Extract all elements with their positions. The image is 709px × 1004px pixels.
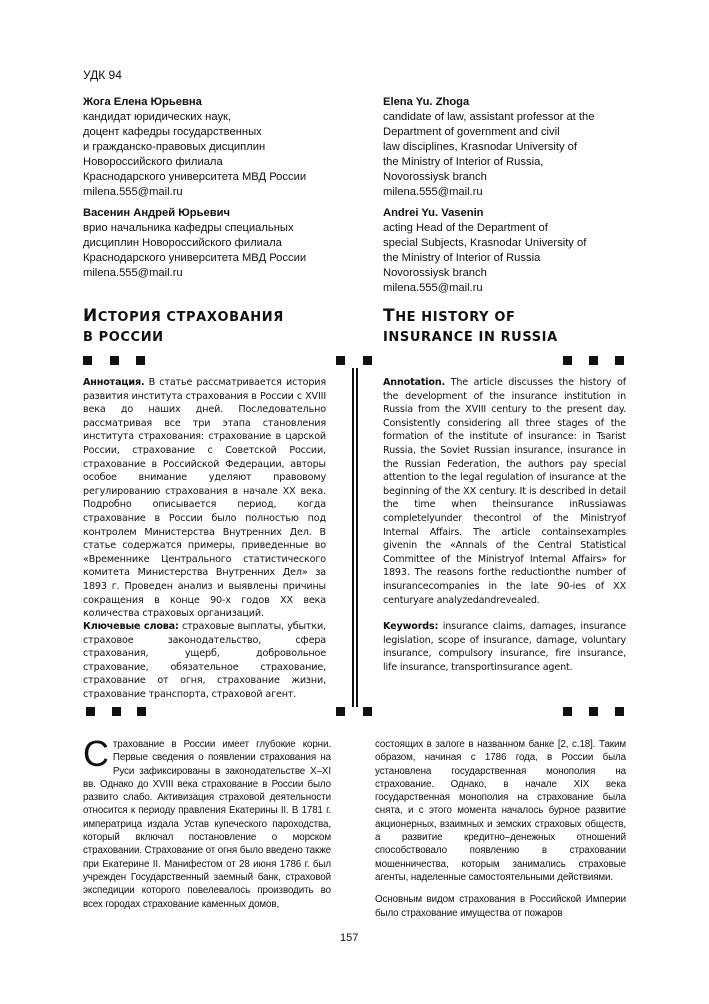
decor-square [336,356,345,365]
body-paragraph: Основным видом страхования в Российской Империи было страхование имущества от пожаров [375,894,626,919]
author-name: Andrei Yu. Vasenin [383,207,484,219]
column-divider [352,368,354,707]
title-initial: T [383,306,396,326]
page-number: 157 [340,932,359,944]
annotation-ru [83,376,326,621]
author-line: Department of government and civil [383,126,560,138]
decor-square [363,707,372,716]
column-divider [356,368,358,707]
author-2-ru [83,206,363,281]
title-line: СТОРИЯ СТРАХОВАНИЯ [97,310,284,325]
annotation-text: The article discusses the history of the development of the insurance institution in Russia from the XVIII century to the present day. Consistently considering all three stages of the formation of the institute of insurance: in Tsarist Russia, the Soviet Russian insurance, insurance in the Russian Federation, the authors pay special attention to the legal regulation of insurance at the beginning of the XX century. It is described in detail the time when theinsurance inRussiawas completelyunder thecontrol of the Ministryof Internal Affairs. The article containsexamples givenin the «Annals of the Central Statistical Committee of the Ministryof Internal Affairs» for 1893. The reasons forthe reductionthe number of insurancecompanies in the late 90-ies of XX centuryare analyzedandrevealed. [383,377,626,606]
decor-square [589,707,598,716]
drop-cap: С [83,733,109,774]
author-name: Васенин Андрей Юрьевич [83,207,230,219]
decor-square [563,356,572,365]
author-email: milena.555@mail.ru [383,186,483,198]
author-1-en [383,95,653,200]
decor-square [363,356,372,365]
keywords-label: Ключевые слова: [83,621,179,632]
title-line: В РОССИИ [83,330,164,345]
author-line: law disciplines, Krasnodar University of [383,141,577,153]
author-line: Новороссийского филиала [83,156,223,168]
author-email: milena.555@mail.ru [83,267,183,279]
decor-square [110,356,119,365]
author-line: Краснодарского университета МВД России [83,252,307,264]
keywords-en [383,620,626,674]
author-line: дисциплин Новороссийского филиала [83,237,282,249]
author-line: candidate of law, assistant professor at the [383,111,595,123]
author-line: доцент кафедры государственных [83,126,262,138]
author-line: кандидат юридических наук, [83,111,232,123]
decor-square [136,356,145,365]
author-line: acting Head of the Department of [383,222,548,234]
author-email: milena.555@mail.ru [383,282,483,294]
keywords-label: Keywords: [383,621,439,632]
decor-square [615,707,624,716]
decor-square [83,356,92,365]
author-line: the Ministry of Interior of Russia [383,252,541,264]
author-name: Elena Yu. Zhoga [383,96,470,108]
title-line: HE HISTORY OF [395,310,516,325]
udk-code: УДК 94 [83,68,122,82]
keywords-text: страховые выплаты, убытки, страховое законодательство, сфера страхования, ущерб, добровольное страхование, обязательное страхование, страхование от огня, страхование жизни, страхование транспорта, страховой агент. [83,621,326,700]
annotation-en [383,376,626,607]
author-2-en [383,206,653,296]
article-title-ru [83,306,353,348]
author-name: Жога Елена Юрьевна [83,96,202,108]
body-paragraph: состоящих в залоге в названном банке [2, с.18]. Таким образом, начиная с 1786 года, в России была установлена государственная монополия на страхование. Однако, в начале XIX века государственная монополия на страхование была снята, и с этого момента началось бурное развитие акционерных, взаимных и земских страховых обществ, а развитие кредитно–денежных отношений способствовало появлению в страховании мошенничества, которым занимались страховые агенты, наделенные самостоятельными действиями. [375,739,626,883]
body-column-right [375,738,626,920]
author-1-ru [83,95,363,200]
annotation-text: В статье рассматривается история развития института страхования в России с XVIII века до наших дней. Последовательно рассматривая все три этапа становления института страхования: страхование в царской России, страхование с Советской России, страхование в Российской Федерации, авторы особое внимание уделяют правовому регулированию страхования в начале XX века. Подробно описывается период, когда страхование в России было полностью под контролем Министерства Внутренних Дел. В статье содержатся примеры, приведенные во «Временнике Центрального статистического комитета Министерства Внутренних Дел» за 1893 г. Проведен анализ и выявлены причины сокращения в конце 90-х годов XX века количества страховых организаций. [83,377,326,620]
decor-square [112,707,121,716]
decor-square [563,707,572,716]
decor-square [336,707,345,716]
annotation-label: Аннотация. [83,377,145,388]
body-column-left [83,733,331,911]
author-line: Novorossiysk branch [383,171,487,183]
decor-square [86,707,95,716]
author-email: milena.555@mail.ru [83,186,183,198]
annotation-label: Annotation. [383,377,446,388]
author-line: и гражданско-правовых дисциплин [83,141,266,153]
decor-square [137,707,146,716]
body-paragraph: трахование в России имеет глубокие корни. Первые сведения о появлении страхования на Руси зафиксированы в законодательстве X–XI вв. Однако до XVIII века страхование в России было развито слабо. Активизация страховой деятельности относится к периоду правления Екатерины II. В 1781 г. императрица издала Устав купеческого пароходства, который включал постановление о морском страховании. Страхование от огня было введено также при Екатерине II. Манифестом от 28 июня 1786 г. был учрежден Государственный заемный банк, страховой экспедиции которого повелевалось производить во всех городах страхование каменных домов, [83,739,331,910]
title-line: INSURANCE IN RUSSIA [383,330,558,345]
title-initial: И [83,306,98,326]
decor-square [589,356,598,365]
keywords-text: insurance claims, damages, insurance legislation, scope of insurance, damage, voluntary insurance, compulsory insurance, fire insurance, life insurance, transportinsurance agent. [383,621,626,673]
author-line: special Subjects, Krasnodar University of [383,237,587,249]
author-line: врио начальника кафедры специальных [83,222,294,234]
author-line: the Ministry of Interior of Russia, [383,156,544,168]
decor-square [615,356,624,365]
keywords-ru [83,620,326,702]
article-title-en [383,306,653,348]
author-line: Novorossiysk branch [383,267,487,279]
author-line: Краснодарского университета МВД России [83,171,307,183]
